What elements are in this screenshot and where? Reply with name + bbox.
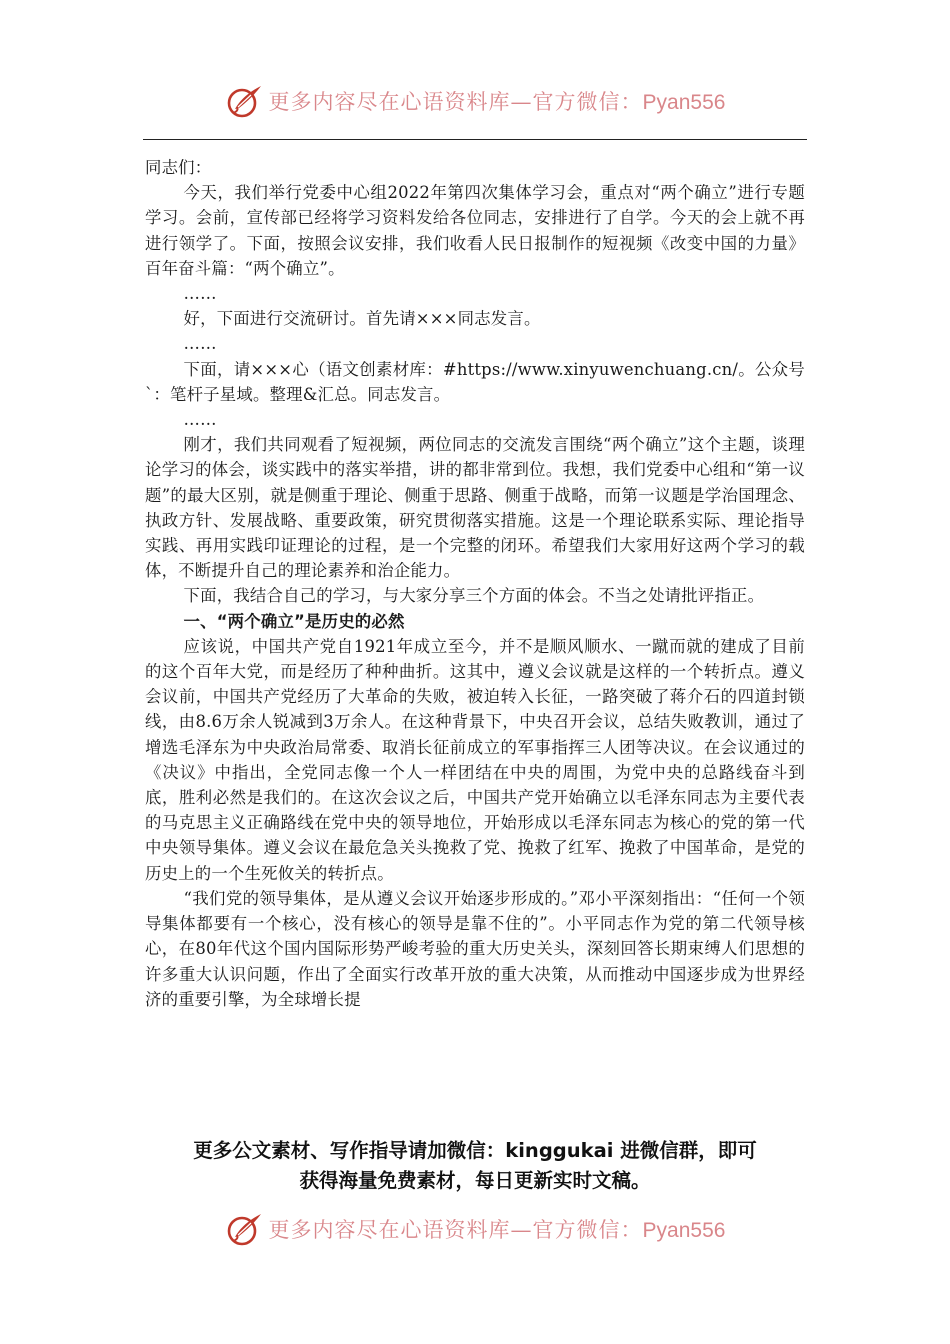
greeting: 同志们：: [145, 158, 212, 177]
footer-promo-line-1: 更多公文素材、写作指导请加微信：kinggukai 进微信群，即可: [193, 1139, 757, 1162]
quill-logo-icon: [225, 1209, 265, 1249]
footer-banner-text: 更多内容尽在心语资料库—官方微信：Pyan556: [268, 1218, 726, 1242]
paragraph: 好，下面进行交流研讨。首先请×××同志发言。: [183, 309, 541, 329]
ellipsis: ……: [183, 410, 217, 430]
header-banner: [0, 76, 950, 126]
footer-promo-line-2: 获得海量免费素材，每日更新实时文稿。: [299, 1169, 651, 1192]
footer-banner: [0, 1204, 950, 1254]
ellipsis: ……: [183, 334, 217, 354]
paragraph: 下面，我结合自己的学习，与大家分享三个方面的体会。不当之处请批评指正。: [183, 586, 765, 606]
section-heading: 一、“两个确立”是历史的必然: [183, 611, 405, 631]
paragraph: 下面，请×××心（语文创素材库：#https://www.xinyuwenchuang.cn/。公众号`：笔杆子星域。整理&汇总。同志发言。: [145, 359, 805, 404]
header-banner-text: 更多内容尽在心语资料库—官方微信：Pyan556: [268, 90, 726, 114]
paragraph: “我们党的领导集体，是从遵义会议开始逐步形成的。”邓小平深刻指出：“任何一个领导集体都要有一个核心，没有核心的领导是靠不住的”。小平同志作为党的第二代领导核心，在80年代这个国内国际形势严峻考验的重大历史关头，深刻回答长期束缚人们思想的许多重大认识问题，作出了全面实行改革开放的重大决策，从而推动中国逐步成为世界经济的重要引擎，为全球增长提: [145, 888, 805, 1009]
quill-logo-icon: [225, 81, 265, 121]
footer-wechat-id: Pyan556: [642, 1219, 726, 1242]
paragraph: 应该说，中国共产党自1921年成立至今，并不是顺风顺水、一蹴而就的建成了目前的这个百年大党，而是经历了种种曲折。这其中，遵义会议就是这样的一个转折点。遵义会议前，中国共产党经历了大革命的失败，被迫转入长征，一路突破了蒋介石的四道封锁线，由8.6万余人锐减到3万余人。在这种背景下，中央召开会议，总结失败教训，通过了增选毛泽东为中央政治局常委、取消长征前成立的军事指挥三人团等决议。在会议通过的《决议》中指出，全党同志像一个人一样团结在中央的周围，为党中央的总路线奋斗到底，胜利必然是我们的。在这次会议之后，中国共产党开始确立以毛泽东同志为主要代表的马克思主义正确路线在党中央的领导地位，开始形成以毛泽东同志为核心的党的第一代中央领导集体。遵义会议在最危急关头挽救了党、挽救了红军、挽救了中国革命，是党的历史上的一个生死攸关的转折点。: [145, 636, 805, 883]
ellipsis: ……: [183, 284, 217, 304]
paragraph: 今天，我们举行党委中心组2022年第四次集体学习会，重点对“两个确立”进行专题学习。会前，宣传部已经将学习资料发给各位同志，安排进行了自学。今天的会上就不再进行领学了。下面，按照会议安排，我们收看人民日报制作的短视频《改变中国的力量》百年奋斗篇：“两个确立”。: [145, 183, 805, 278]
footer-promo-note: [130, 1136, 820, 1196]
paragraph: 刚才，我们共同观看了短视频，两位同志的交流发言围绕“两个确立”这个主题，谈理论学习的体会，谈实践中的落实举措，讲的都非常到位。我想，我们党委中心组和“第一议题”的最大区别，就是侧重于理论、侧重于思路、侧重于战略，而第一议题是学治国理念、执政方针、发展战略、重要政策，研究贯彻落实措施。这是一个理论联系实际、理论指导实践、再用实践印证理论的过程，是一个完整的闭环。希望我们大家用好这两个学习的载体，不断提升自己的理论素养和治企能力。: [145, 435, 805, 581]
document-body: [145, 155, 805, 1012]
header-wechat-id: Pyan556: [642, 91, 726, 114]
header-divider: [143, 139, 807, 140]
